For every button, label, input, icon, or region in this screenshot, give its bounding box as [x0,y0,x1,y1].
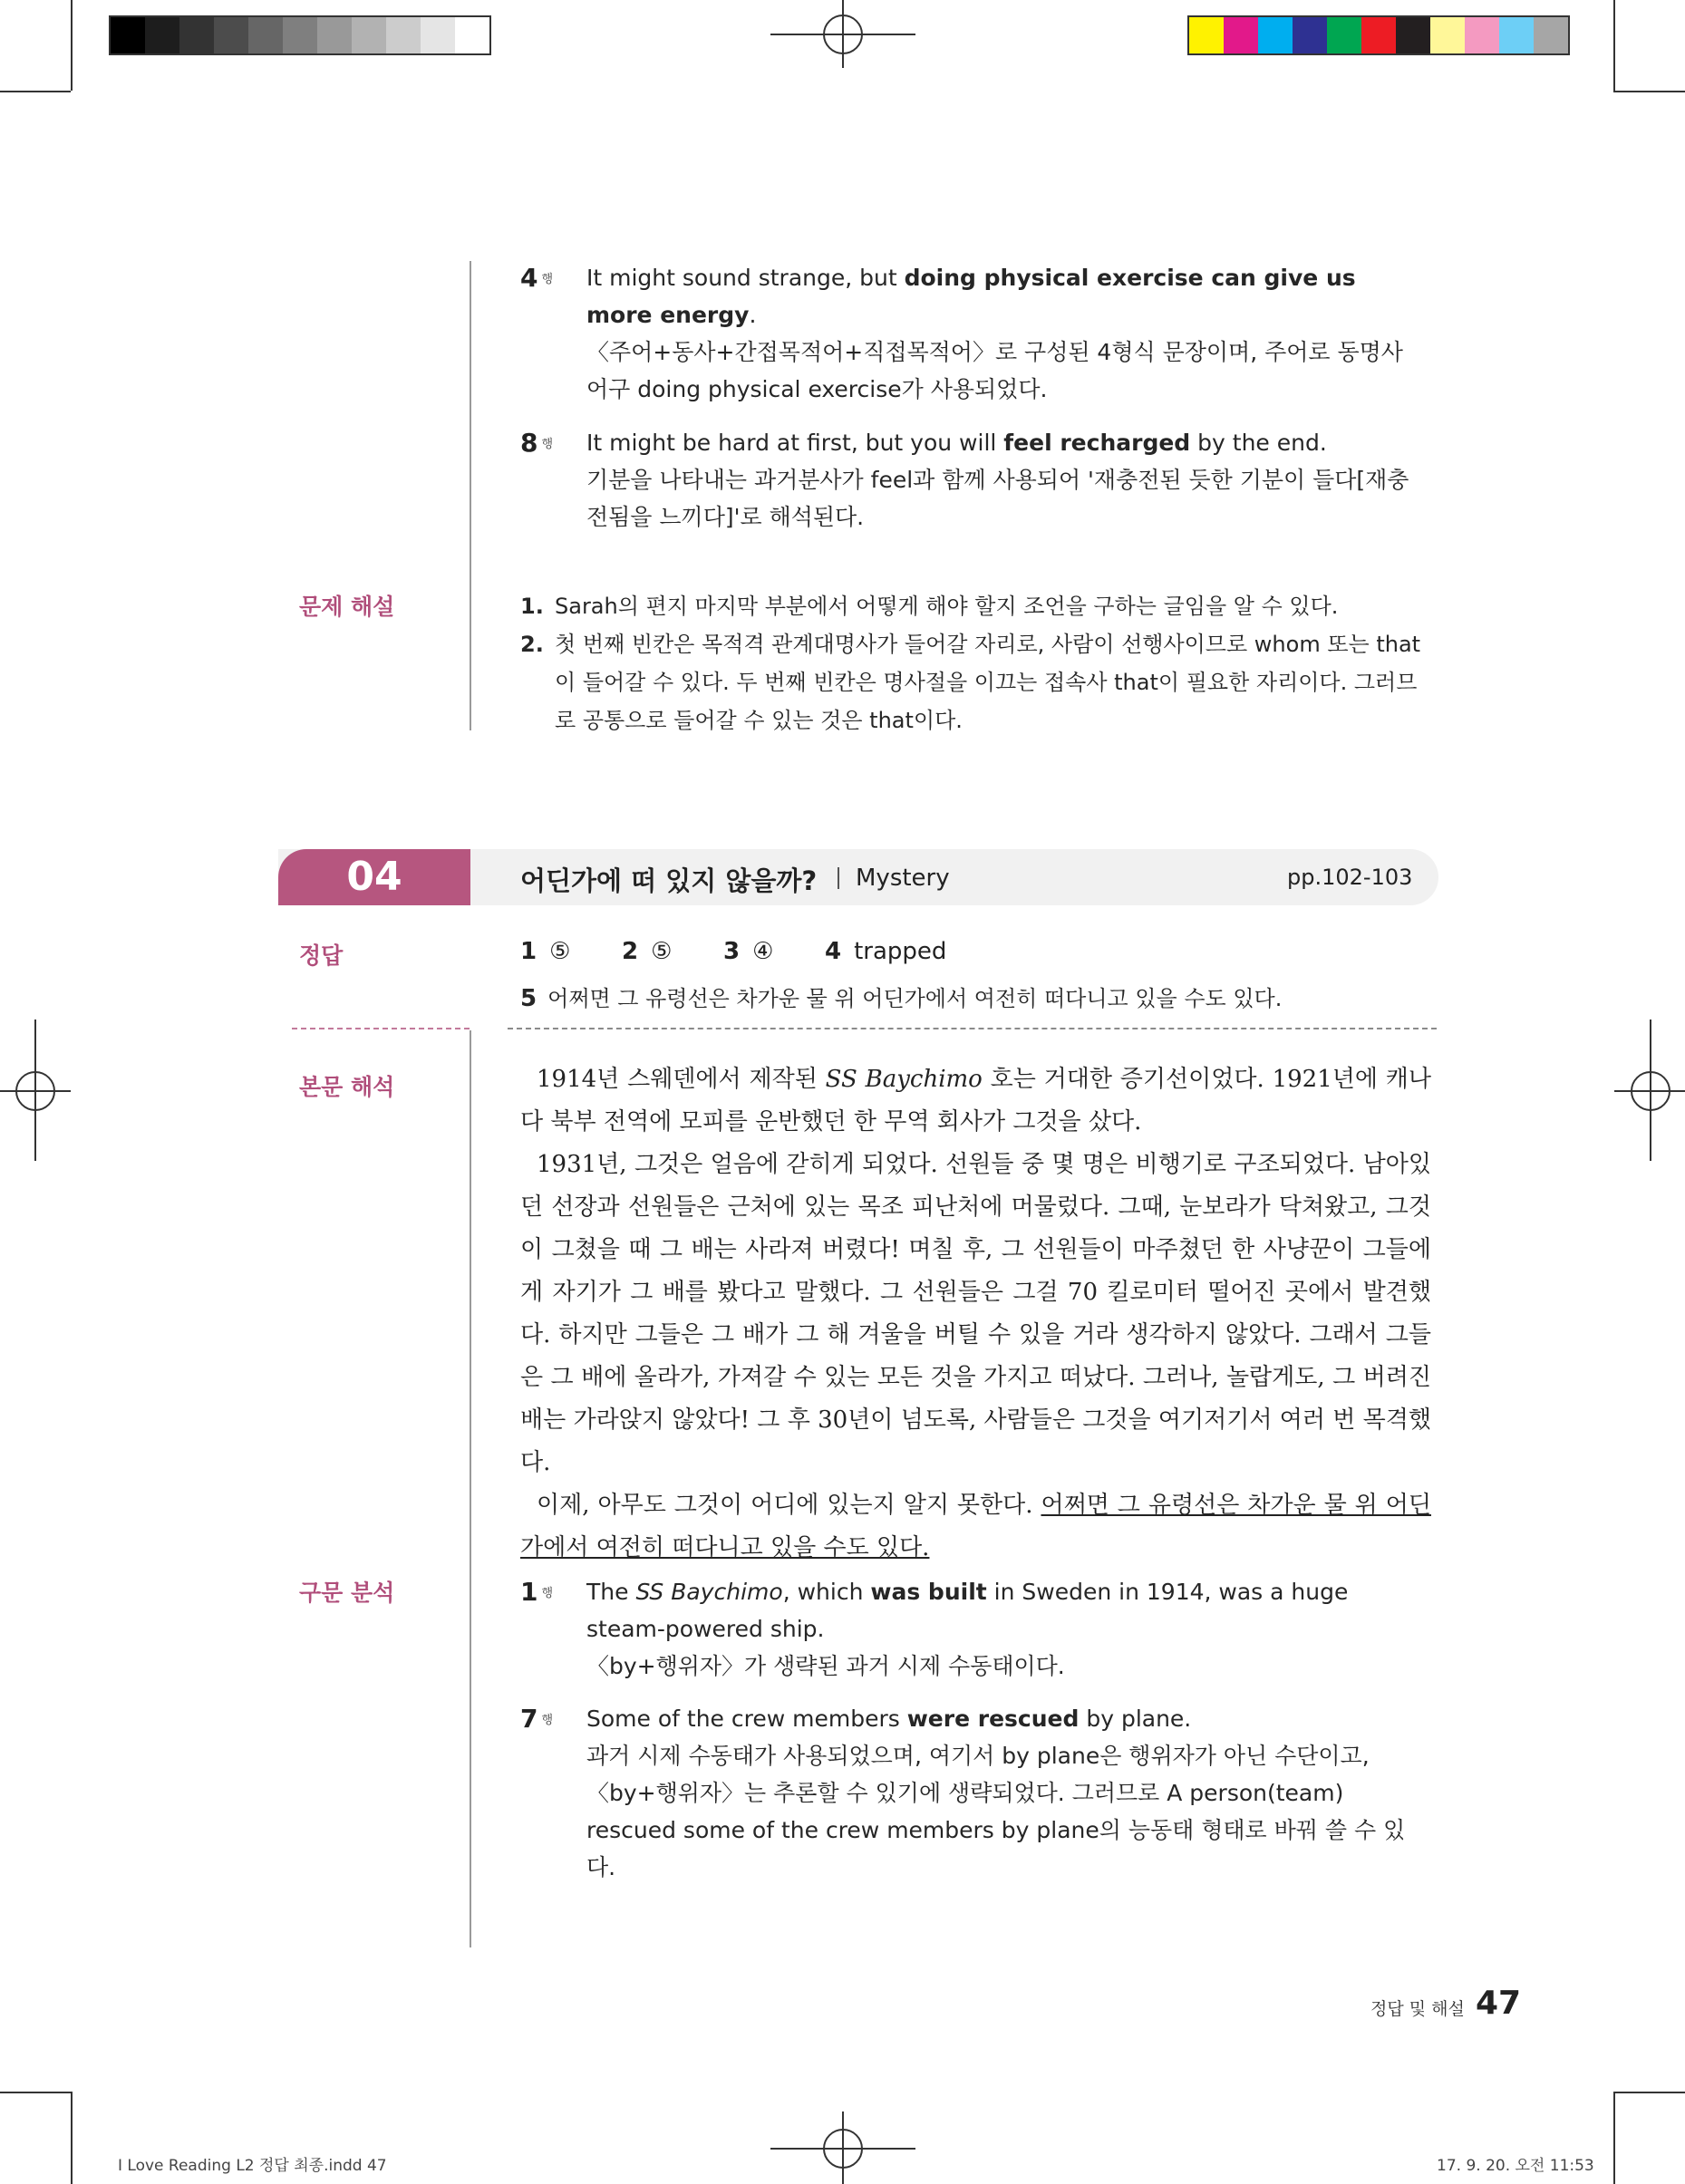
color-swatch [179,17,214,53]
crop-mark [71,2092,73,2184]
color-swatch [1534,17,1568,53]
crop-mark [1613,0,1615,91]
translation-label: 본문 해석 [299,1074,395,1100]
translation-body [520,1058,1431,1570]
page-number: 47 [1476,1985,1522,2022]
file-slug: I Love Reading L2 정답 최종.indd 47 [118,2157,387,2175]
grammar-note: 과거 시제 수동태가 사용되었으며, 여기서 by plane은 행위자가 아닌 수단이고, 〈by+행위자〉는 추론할 수 있기에 생략되었다. 그러므로 A person(team) rescued some of the crew members by plane의 능동태 형태로 바꿔 쓸 수 있다. [586,1743,1406,1880]
crop-mark [0,2092,71,2093]
grammar-note: 〈by+행위자〉가 생략된 과거 시제 수동태이다. [586,1653,1065,1679]
dashed-divider [508,1028,1437,1029]
color-swatch [1361,17,1396,53]
color-swatch [1430,17,1465,53]
grammar-note: 기분을 나타내는 과거분사가 feel과 함께 사용되어 '재충전된 듯한 기분이 들다[재충전됨을 느끼다]'로 해석된다. [586,467,1409,530]
problem-item: 1. Sarah의 편지 마지막 부분에서 어떻게 해야 할지 조언을 구하는 글임을 알 수 있다. [520,594,1339,619]
grayscale-color-bar [109,15,491,55]
crop-mark [0,91,71,92]
line-number: 7 $^행$ [520,1704,554,1734]
column-rule [470,261,471,730]
answer-item: 3 ④ [723,938,774,965]
color-swatch [1396,17,1430,53]
crop-mark [1613,2092,1615,2184]
color-swatch [1258,17,1293,53]
section-number: 04 [278,849,470,905]
syntax-analysis-label: 구문 분석 [299,1580,395,1606]
date-slug: 17. 9. 20. 오전 11:53 [1437,2157,1594,2175]
color-swatch [1465,17,1499,53]
color-swatch [1327,17,1361,53]
crop-mark [1613,91,1685,92]
color-swatch [352,17,386,53]
footer-label: 정답 및 해설 [1370,1999,1465,2019]
color-swatch [283,17,317,53]
translation-paragraph: 1931년, 그것은 얼음에 갇히게 되었다. 선원들 중 몇 명은 비행기로 구조되었다. 남아있던 선장과 선원들은 근처에 있는 목조 피난처에 머물렀다. 그때, 눈보라가 닥쳐왔고, 그것이 그쳤을 때 그 배는 사라져 버렸다! 며칠 후, 그 선원들이 마주쳤던 한 사냥꾼이 그들에게 자기가 그 배를 봤다고 말했다. 그 선원들은 그걸 70 킬로미터 떨어진 곳에서 발견했다. 하지만 그들은 그 배가 그 해 겨울을 버틸 수 있을 거라 생각하지 않았다. 그래서 그들은 그 배에 올라가, 가져갈 수 있는 모든 것을 가지고 떠났다. 그러나, 놀랍게도, 그 버려진 배는 가라앉지 않았다! 그 후 30년이 넘도록, 사람들은 그것을 여기저기서 여러 번 목격했다. [520,1151,1431,1476]
grammar-item: 1 $^행$ The SS Baychimo, which was built in Sweden in 1914, was a huge steam-powered ship. 〈by+행위자〉가 생략된 과거 시제 수동태이다. [520,1573,1427,1685]
problem-explanation-label: 문제 해설 [299,594,395,620]
grammar-item: 7 $^행$ Some of the crew members were rescued by plane. 과거 시제 수동태가 사용되었으며, 여기서 by plane은 행위자가 아닌 수단이고, 〈by+행위자〉는 추론할 수 있기에 생략되었다. 그러므로 A person(team) rescued some of the crew members by plane의 능동태 형태로 바꿔 쓸 수 있다. [520,1700,1427,1886]
color-swatch [145,17,179,53]
color-swatch [214,17,248,53]
grammar-item: 8 $^행$ It might be hard at first, but you will feel recharged by the end. 기분을 나타내는 과거분사가 feel과 함께 사용되어 '재충전된 듯한 기분이 들다[재충전됨을 느끼다]'로 해석된다. [520,424,1427,536]
problem-item: 2. 첫 번째 빈칸은 목적격 관계대명사가 들어갈 자리로, 사람이 선행사이므로 whom 또는 that이 들어갈 수 있다. 두 번째 빈칸은 명사절을 이끄는 접속사 that이 필요한 자리이다. 그러므로 공통으로 들어갈 수 있는 것은 that이다. [520,632,1421,733]
answer-row [520,938,947,965]
answer-item: 2 ⑤ [622,938,673,965]
answer-label: 정답 [299,942,344,969]
color-swatch [111,17,145,53]
crop-mark [71,0,73,91]
color-swatch [317,17,352,53]
section-category: Mystery [856,865,950,892]
answer-item: 4 trapped [825,938,947,965]
dashed-divider [292,1028,470,1029]
translation-paragraph: 이제, 아무도 그것이 어디에 있는지 알지 못한다. 어쩌면 그 유령선은 차가운 물 위 어딘가에서 여전히 떠다니고 있을 수도 있다. [520,1492,1431,1561]
section-title: 어딘가에 떠 있지 않을까? [520,865,818,896]
problem-list [520,587,1427,739]
color-swatch [248,17,283,53]
grammar-note: 〈주어+동사+간접목적어+직접목적어〉로 구성된 4형식 문장이며, 주어로 동명사 어구 doing physical exercise가 사용되었다. [586,339,1403,402]
grammar-item: 4 $^행$ It might sound strange, but doing physical exercise can give us more energy. 〈주어+동사+간접목적어+직접목적어〉로 구성된 4형식 문장이며, 주어로 동명사 어구 doing physical exercise가 사용되었다. [520,259,1427,408]
color-swatch [421,17,455,53]
answer-item-5: 5 어쩌면 그 유령선은 차가운 물 위 어딘가에서 여전히 떠다니고 있을 수도 있다. [520,985,1283,1012]
color-swatch [1189,17,1224,53]
section-pages: pp.102-103 [1287,865,1413,890]
line-number: 1 $^행$ [520,1577,554,1607]
crop-mark [1613,2092,1685,2093]
line-number: 8 $^행$ [520,428,554,458]
color-swatch [455,17,489,53]
answer-item: 1 ⑤ [520,938,571,965]
process-color-bar [1187,15,1570,55]
section-title-divider [838,867,839,889]
color-swatch [1499,17,1534,53]
color-swatch [1293,17,1327,53]
color-swatch [386,17,421,53]
color-swatch [1224,17,1258,53]
column-rule [470,1030,471,1947]
translation-paragraph: 1914년 스웨덴에서 제작된 SS Baychimo 호는 거대한 증기선이었다. 1921년에 캐나다 북부 전역에 모피를 운반했던 한 무역 회사가 그것을 샀다. [520,1066,1432,1135]
line-number: 4 $^행$ [520,263,554,293]
